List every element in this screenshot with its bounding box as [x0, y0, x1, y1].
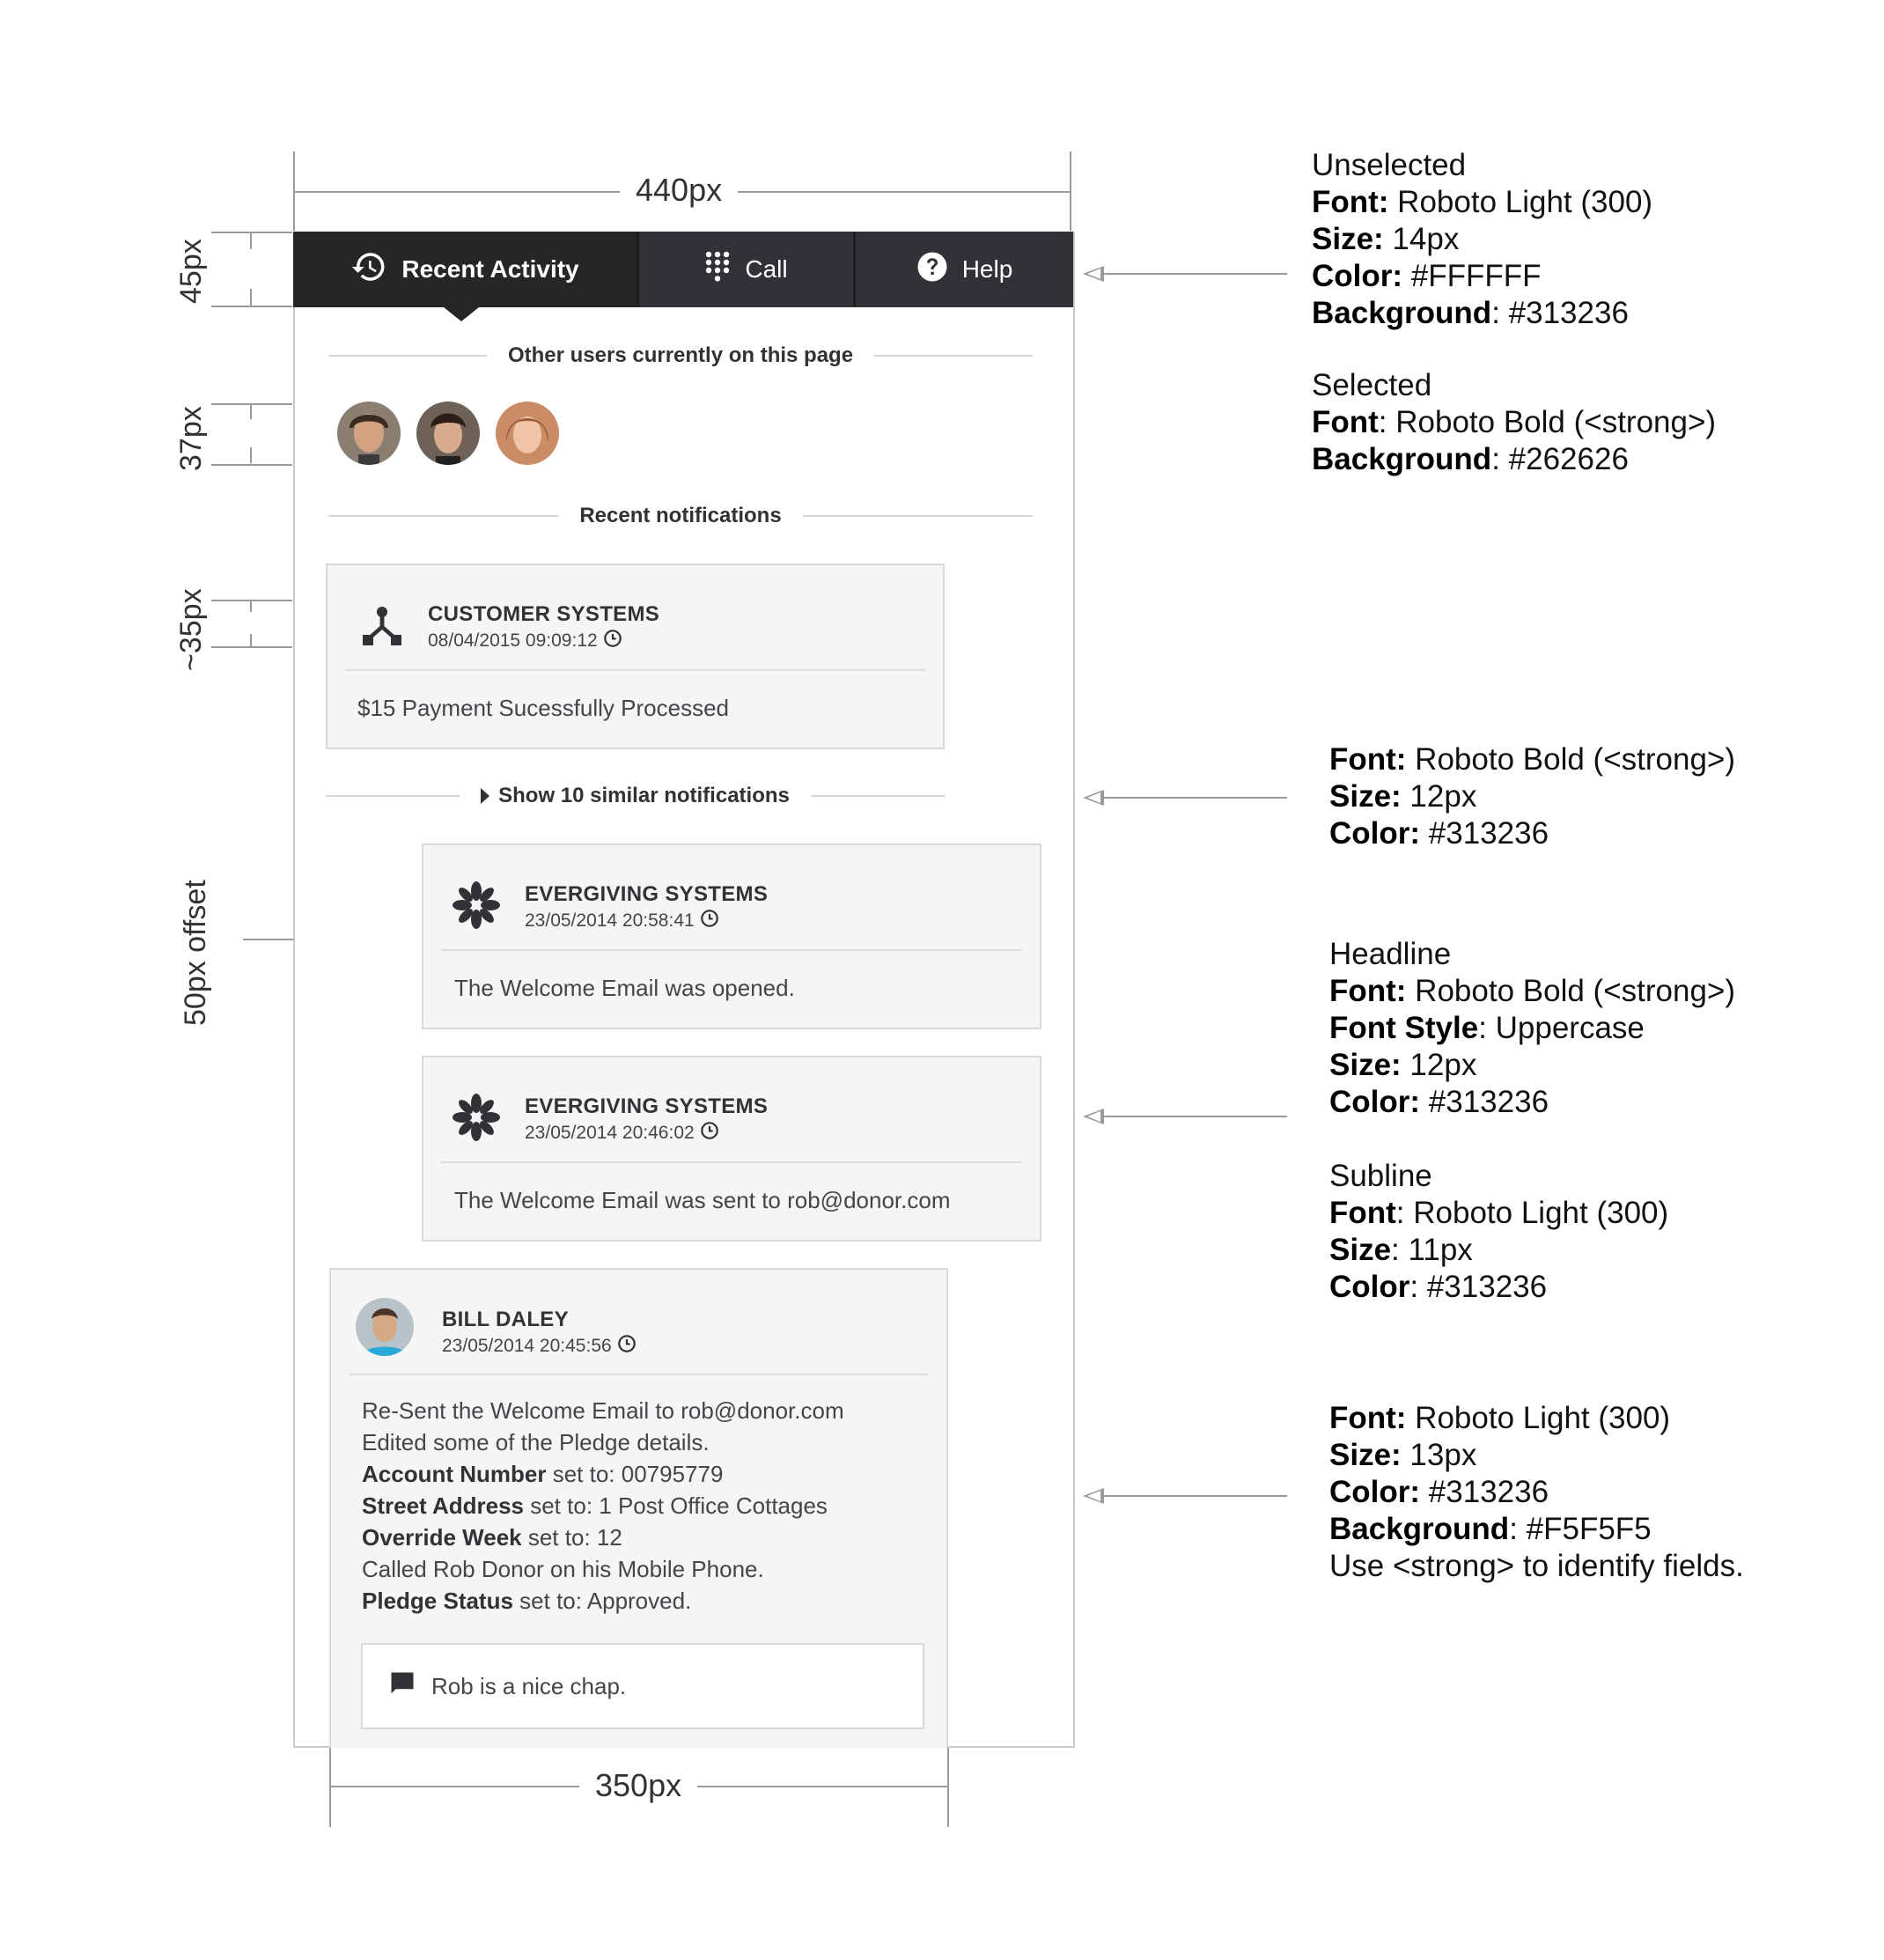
- notification-card[interactable]: [422, 844, 1041, 1029]
- card-timestamp: 08/04/2015 09:09:12: [428, 630, 598, 651]
- show-similar-row: [326, 778, 945, 814]
- card-spec: Headline Font: Roboto Bold (<strong>) Font Style: Uppercase Size: 12px Color: #313236 Subline Font: Roboto Light (300) Size: 11px Color: #313236: [1329, 937, 1736, 1304]
- caret-right-icon: [481, 788, 489, 804]
- activity-line: Re-Sent the Welcome Email to rob@donor.com: [362, 1397, 844, 1424]
- clock-icon: [603, 629, 622, 653]
- comment-box[interactable]: [361, 1643, 924, 1729]
- activity-card[interactable]: [329, 1268, 948, 1748]
- offset-label: 50px offset: [179, 880, 212, 1026]
- card-divider: [349, 1374, 929, 1375]
- clock-icon: [617, 1334, 637, 1359]
- selected-tab-caret: [444, 307, 479, 321]
- tabs-spec: Unselected Font: Roboto Light (300) Size: 14px Color: #FFFFFF Background: #313236 Selected Font: Roboto Bold (<strong>) Background: #262626: [1312, 148, 1717, 476]
- comment-text: Rob is a nice chap.: [431, 1672, 627, 1699]
- avatar-height-label: 37px: [174, 406, 208, 471]
- card-subline: [428, 629, 622, 653]
- notification-card[interactable]: [422, 1056, 1041, 1242]
- section-users: [328, 338, 1033, 373]
- card-width-label: 350px: [579, 1770, 697, 1802]
- field-name: Override Week: [362, 1524, 522, 1551]
- hierarchy-icon: [361, 605, 403, 652]
- notification-card[interactable]: [326, 564, 945, 749]
- avatar[interactable]: [496, 402, 559, 465]
- card-timestamp: 23/05/2014 20:46:02: [525, 1123, 695, 1143]
- card-divider: [345, 669, 925, 671]
- section-notifications-title: Recent notifications: [579, 504, 782, 527]
- card-timestamp: 23/05/2014 20:45:56: [442, 1336, 612, 1356]
- card-spec-arrow: [1085, 1116, 1287, 1117]
- activity-line: Override Week set to: 12: [362, 1524, 622, 1551]
- card-subline: [442, 1334, 637, 1359]
- card-headline: EVERGIVING SYSTEMS: [525, 1094, 769, 1118]
- help-icon: [916, 251, 948, 289]
- activity-line: Edited some of the Pledge details.: [362, 1429, 710, 1455]
- field-name: Pledge Status: [362, 1588, 513, 1614]
- show-similar-button[interactable]: [460, 784, 811, 808]
- activity-line: Called Rob Donor on his Mobile Phone.: [362, 1556, 764, 1582]
- activity-body: [362, 1395, 844, 1617]
- card-body: The Welcome Email was opened.: [454, 975, 795, 1001]
- activity-line: Account Number set to: 00795779: [362, 1461, 724, 1487]
- avatar[interactable]: [356, 1298, 414, 1356]
- history-icon: [350, 248, 387, 291]
- field-name: Account Number: [362, 1461, 547, 1487]
- tab-label: Help: [961, 255, 1013, 283]
- card-header-label: ~35px: [174, 588, 208, 671]
- tab-label: Recent Activity: [401, 255, 579, 283]
- body-spec: Font: Roboto Light (300) Size: 13px Color: #313236 Background: #F5F5F5 Use <strong> to identify fields.: [1329, 1401, 1744, 1583]
- tab-height-label: 45px: [174, 239, 208, 304]
- similar-spec-arrow: [1085, 797, 1287, 799]
- clock-icon: [700, 909, 719, 933]
- card-subline: [525, 1121, 719, 1146]
- avatar[interactable]: [416, 402, 480, 465]
- card-headline: EVERGIVING SYSTEMS: [525, 882, 769, 906]
- section-users-title: Other users currently on this page: [507, 343, 854, 367]
- similar-spec: Font: Roboto Bold (<strong>) Size: 12px Color: #313236: [1329, 742, 1736, 851]
- card-subline: [525, 909, 719, 933]
- section-notifications: [328, 498, 1033, 534]
- tab-call[interactable]: [637, 232, 853, 307]
- width-label: 440px: [620, 174, 738, 206]
- tab-bar: [293, 232, 1073, 307]
- activity-line: Pledge Status set to: Approved.: [362, 1588, 692, 1614]
- tabs-spec-arrow: [1085, 273, 1287, 275]
- card-divider: [441, 949, 1022, 951]
- comment-icon: [389, 1670, 416, 1703]
- tab-recent-activity[interactable]: [293, 232, 637, 307]
- tab-help[interactable]: [853, 232, 1073, 307]
- evergiving-logo-icon: [452, 1093, 501, 1146]
- card-body: $15 Payment Sucessfully Processed: [357, 695, 729, 721]
- activity-line: Street Address set to: 1 Post Office Cottages: [362, 1492, 828, 1519]
- avatar[interactable]: [337, 402, 401, 465]
- card-timestamp: 23/05/2014 20:58:41: [525, 910, 695, 931]
- card-headline: CUSTOMER SYSTEMS: [428, 602, 660, 626]
- card-divider: [441, 1161, 1022, 1163]
- evergiving-logo-icon: [452, 881, 501, 934]
- card-body: The Welcome Email was sent to rob@donor.com: [454, 1187, 951, 1213]
- tab-label: Call: [745, 255, 788, 283]
- show-similar-label: Show 10 similar notifications: [498, 784, 790, 807]
- dialpad-icon: [704, 250, 731, 290]
- card-headline: BILL DALEY: [442, 1308, 569, 1331]
- body-spec-arrow: [1085, 1495, 1287, 1497]
- field-name: Street Address: [362, 1492, 524, 1519]
- clock-icon: [700, 1121, 719, 1146]
